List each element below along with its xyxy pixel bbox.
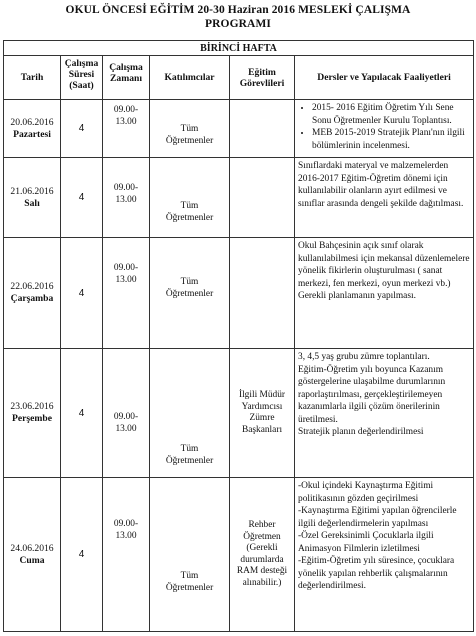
header-sure-line1: Çalışma [64,58,99,69]
activities-cell [295,158,474,238]
staff-cell [230,349,295,478]
time-start: 09.00- [113,105,139,115]
header-gorev-line1: Eğitim [248,66,276,78]
time-end: 13.00 [115,117,137,127]
activities-cell [295,349,474,478]
hours-cell: 4 [61,349,103,478]
time-start: 09.00- [113,183,139,193]
time-start: 09.00- [113,412,139,422]
participants-cell [150,100,230,158]
activity-text-2: Eğitim-Öğretim yılı boyunca Kazanım göstergelerine ulaşabilme durumlarının raporlaştırılması, gerçekleştirilemeyen kazanımlarla ilgili çözüm önerilerinin üretilmesi. [298,364,446,425]
staff-line4: durumlarda [240,554,284,565]
staff-cell [230,158,295,238]
participants-line1: Tüm [180,444,199,454]
time-end: 13.00 [115,195,137,205]
time-cell [103,349,150,478]
staff-line4: Başkanları [241,424,283,435]
table-row [4,478,474,632]
staff-line2: Öğretmen [243,531,281,542]
day-name: Salı [24,197,40,209]
participants-line1: Tüm [180,201,199,211]
date-value: 23.06.2016 [10,401,54,412]
activities-cell [295,238,474,349]
date-cell [4,238,61,349]
activity-item: -Kaynaştırma Eğitimi yapılan öğrencilerle ilgili değerlendirmelerin yapılması [298,506,457,529]
activity-item: -Okul içindeki Kaynaştırma Eğitimi politikasının gözden geçirilmesi [298,481,434,504]
header-tarih: Tarih [4,56,61,100]
date-cell [4,349,61,478]
document-title: OKUL ÖNCESİ EĞİTİM 20-30 Haziran 2016 MESLEKİ ÇALIŞMA [65,4,411,16]
day-name: Perşembe [12,413,52,424]
activity-text: 3, 4,5 yaş grubu zümre toplantıları. [298,352,430,362]
activity-item: -Eğitim-Öğretim yılı süresince, çocuklara yönelik yapılan rehberlik çalışmalarının değerlendirilmesi. [298,556,455,591]
staff-cell [230,238,295,349]
activity-text-2: Gerekli planlamanın yapılması. [298,291,416,301]
participants-line1: Tüm [180,571,199,581]
table-row [4,158,474,238]
date-cell [4,158,61,238]
document-title-line2: PROGRAMI [205,18,271,30]
activity-text: Sınıflardaki materyal ve malzemelerden 2016-2017 Eğitim-Öğretim dönemi için kullanılabilir olanların ayırt edilmesi ve sınıflar arasında dengeli şekilde dağıtılması. [298,161,464,209]
time-cell [103,158,150,238]
date-cell [4,478,61,632]
participants-line1: Tüm [180,124,199,134]
header-sure-line2: Süresi [68,69,95,80]
activity-text-3: Stratejik planın değerlendirilmesi [298,427,424,437]
time-cell [103,478,150,632]
date-cell [4,100,61,158]
participants-line2: Öğretmenler [165,136,214,146]
staff-line3: (Gerekli [246,543,278,553]
list-item: • 2015- 2016 Eğitim Öğretim Yılı Sene Sonu Öğretmenler Kurulu Toplantısı. [312,102,471,127]
header-gorevliler [230,56,295,100]
header-zaman-line1: Çalışma [109,62,143,73]
time-start: 09.00- [113,263,139,273]
staff-line1: İlgili Müdür [238,390,286,400]
staff-cell [230,100,295,158]
time-start: 09.00- [113,519,139,529]
participants-line2: Öğretmenler [165,456,214,466]
header-sure-line3: (Saat) [69,80,94,91]
header-gorev-line2: Görevlileri [239,77,285,89]
header-sure [61,56,103,100]
header-zaman-line2: Zamanı [110,73,142,84]
hours-cell: 4 [61,478,103,632]
staff-cell [230,478,295,632]
staff-line1: Rehber [248,520,276,530]
week-header: BİRİNCİ HAFTA [4,41,474,56]
header-zaman [103,56,150,100]
list-item: • MEB 2015-2019 Stratejik Planı'nın ilgili bölümlerinin incelenmesi. [312,127,471,152]
participants-cell [150,478,230,632]
day-name: Çarşamba [10,293,54,304]
participants-line2: Öğretmenler [165,213,214,223]
time-cell [103,238,150,349]
time-end: 13.00 [115,531,137,541]
date-value: 21.06.2016 [10,185,54,197]
participants-cell [150,158,230,238]
hours-cell: 4 [61,100,103,158]
staff-line3: Zümre [249,413,275,423]
hours-cell: 4 [61,238,103,349]
staff-line5: RAM desteği [236,566,288,576]
time-cell [103,100,150,158]
activities-cell [295,100,474,158]
staff-line6: alınabilir.) [242,577,282,588]
day-name: Cuma [19,554,45,566]
participants-line1: Tüm [180,277,199,287]
date-value: 24.06.2016 [10,542,54,554]
header-katilimcilar: Katılımcılar [150,56,230,100]
activity-text: Okul Bahçesinin açık sınıf olarak kullanılabilmesi için mekansal düzenlemelere yönelik fikirlerin oluşturulması ( sanat merkezi, fen merkezi, oyun merkezi vb.) [298,241,470,289]
participants-cell [150,349,230,478]
date-value: 20.06.2016 [10,116,54,128]
staff-line2: Yardımcısı [241,401,283,412]
activities-cell [295,478,474,632]
activity-item: -Özel Gereksinimli Çocuklarla ilgili Animasyon Filmlerin izletilmesi [298,531,434,554]
date-value: 22.06.2016 [10,281,54,292]
time-end: 13.00 [115,424,137,434]
participants-line2: Öğretmenler [165,583,214,593]
header-dersler: Dersler ve Yapılacak Faaliyetleri [295,56,474,100]
time-end: 13.00 [115,275,137,285]
activity-list [298,102,471,152]
table-row [4,100,474,158]
day-name: Pazartesi [13,128,51,140]
participants-line2: Öğretmenler [165,289,214,299]
hours-cell: 4 [61,158,103,238]
schedule-table [3,40,474,632]
participants-cell [150,238,230,349]
table-row [4,238,474,349]
table-row [4,349,474,478]
